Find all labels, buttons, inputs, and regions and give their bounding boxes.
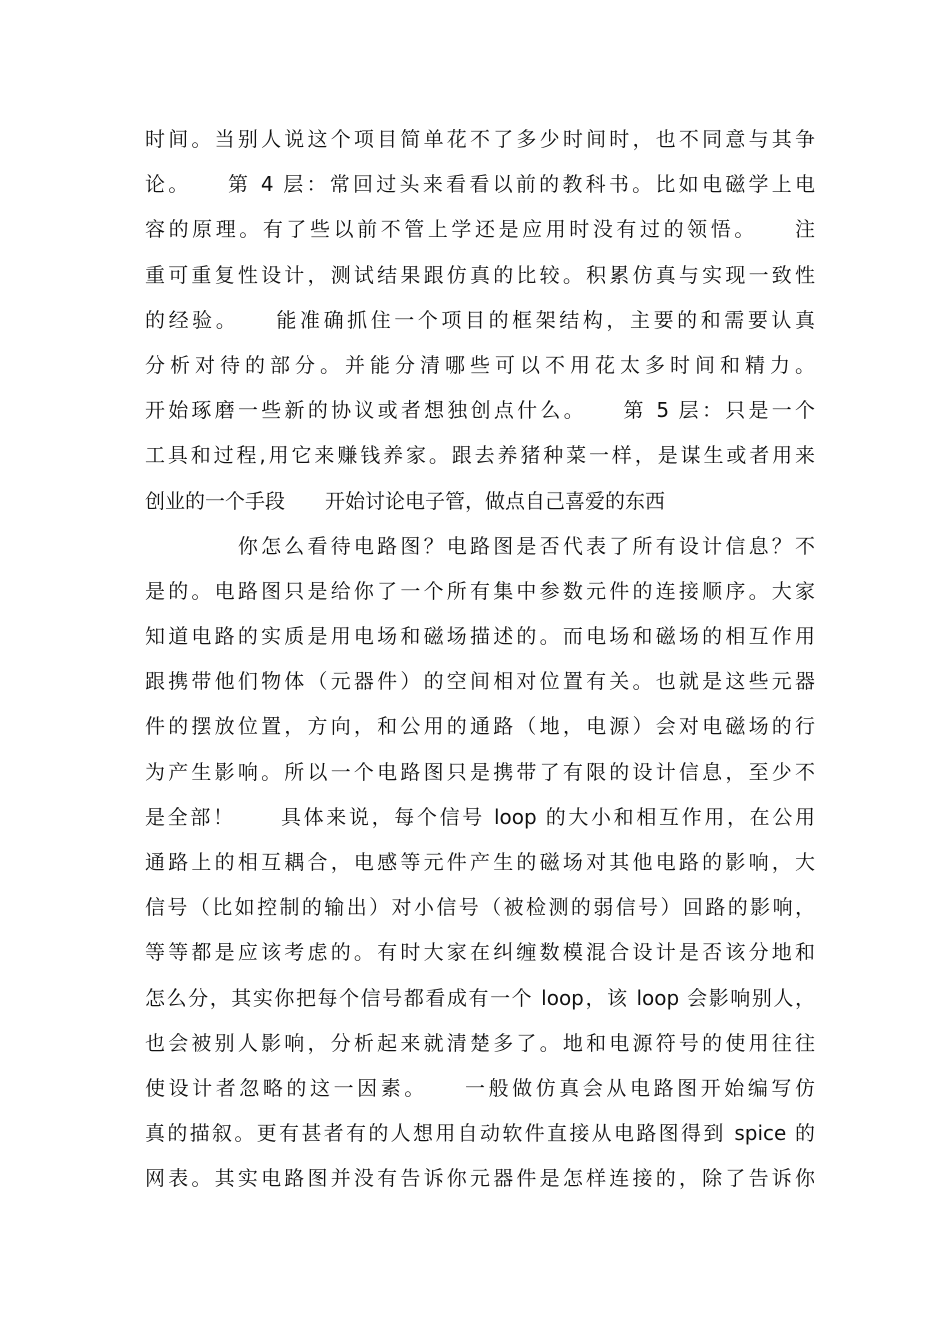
text-line: 分析对待的部分。并能分清哪些可以不用花太多时间和精力。 — [145, 352, 815, 377]
text-line: 工具和过程,用它来赚钱养家。跟去养猪种菜一样，是谋生或者用来 — [145, 443, 815, 468]
text-line: 是全部！ 具体来说，每个信号 loop 的大小和相互作用，在公用 — [145, 804, 815, 829]
text-line: 等等都是应该考虑的。有时大家在纠缠数模混合设计是否该分地和 — [145, 940, 815, 965]
text-line: 论。 第 4 层：常回过头来看看以前的教科书。比如电磁学上电 — [145, 172, 815, 197]
text-line: 为产生影响。所以一个电路图只是携带了有限的设计信息，至少不 — [145, 759, 815, 784]
text-line: 容的原理。有了些以前不管上学还是应用时没有过的领悟。 注 — [145, 217, 815, 242]
text-line: 的经验。 能准确抓住一个项目的框架结构，主要的和需要认真 — [145, 307, 815, 332]
body-text — [145, 117, 815, 1202]
text-line: 通路上的相互耦合，电感等元件产生的磁场对其他电路的影响，大 — [145, 850, 815, 874]
text-line: 怎么分，其实你把每个信号都看成有一个 loop，该 loop 会影响别人， — [145, 985, 815, 1010]
text-line: 你怎么看待电路图？电路图是否代表了所有设计信息？不 — [145, 533, 815, 558]
text-line: 知道电路的实质是用电场和磁场描述的。而电场和磁场的相互作用 — [145, 624, 815, 649]
text-line: 创业的一个手段 开始讨论电子管，做点自己喜爱的东西 — [145, 488, 665, 513]
text-line: 重可重复性设计，测试结果跟仿真的比较。积累仿真与实现一致性 — [145, 262, 815, 287]
text-line: 信号（比如控制的输出）对小信号（被检测的弱信号）回路的影响， — [145, 895, 815, 920]
text-line: 使设计者忽略的这一因素。 一般做仿真会从电路图开始编写仿 — [145, 1075, 815, 1100]
text-line: 网表。其实电路图并没有告诉你元器件是怎样连接的，除了告诉你 — [145, 1166, 815, 1191]
text-line: 件的摆放位置，方向，和公用的通路（地，电源）会对电磁场的行 — [145, 714, 815, 739]
text-line: 跟携带他们物体（元器件）的空间相对位置有关。也就是这些元器 — [145, 669, 815, 694]
text-line: 真的描叙。更有甚者有的人想用自动软件直接从电路图得到 spice 的 — [145, 1121, 815, 1146]
text-line: 是的。电路图只是给你了一个所有集中参数元件的连接顺序。大家 — [145, 578, 815, 603]
text-line: 也会被别人影响，分析起来就清楚多了。地和电源符号的使用往往 — [145, 1030, 815, 1055]
text-line: 时间。当别人说这个项目简单花不了多少时间时，也不同意与其争 — [145, 127, 815, 151]
text-line: 开始琢磨一些新的协议或者想独创点什么。 第 5 层：只是一个 — [145, 398, 815, 423]
